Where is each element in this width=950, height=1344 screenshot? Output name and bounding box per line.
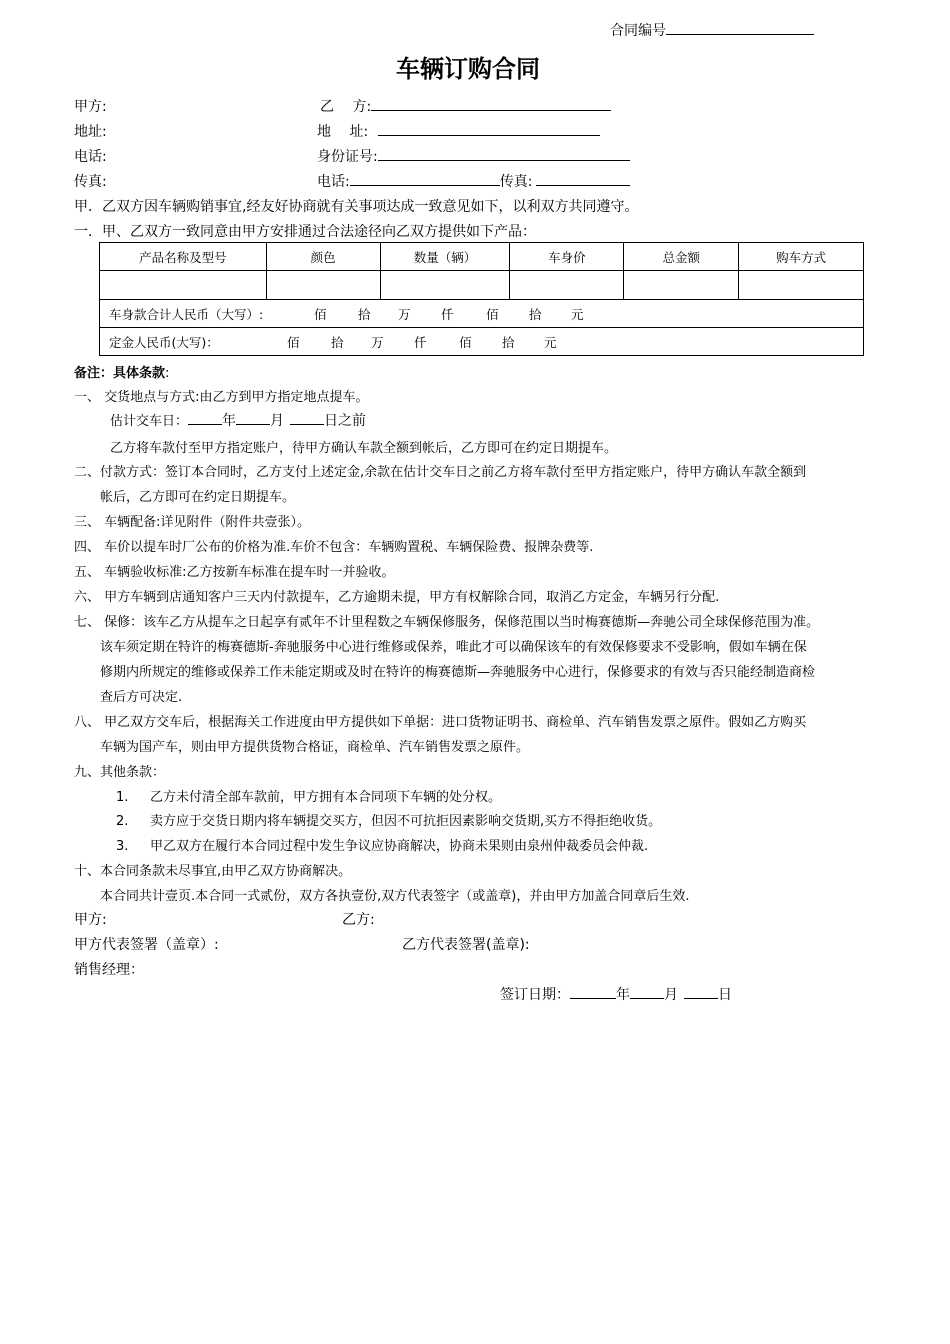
unit-label: 仟 bbox=[441, 306, 454, 322]
notes-heading-text: 备注：具体条款 bbox=[74, 366, 166, 381]
table-header-cell: 总金额 bbox=[624, 243, 739, 271]
clause-8-line-1: 八、 甲乙双方交车后，根据海关工作进度由甲方提供如下单据：进口货物证明书、商检单、汽车销售发票之原件。假如乙方购买 bbox=[74, 715, 807, 730]
unit-label: 仟 bbox=[414, 334, 427, 350]
month-line bbox=[236, 410, 270, 425]
year-label: 年 bbox=[222, 413, 237, 429]
signature-party-a-rep: 甲方代表签署（盖章）: bbox=[74, 937, 219, 953]
table-header-cell: 数量（辆） bbox=[380, 243, 510, 271]
clause-10: 十、本合同条款未尽事宜,由甲乙双方协商解决。 bbox=[74, 864, 352, 879]
list-item-number: 3. bbox=[116, 839, 129, 854]
list-item-number: 1. bbox=[116, 790, 129, 805]
table-cell bbox=[266, 271, 380, 300]
unit-label: 拾 bbox=[358, 306, 371, 322]
table-empty-row bbox=[100, 271, 864, 300]
table-total-row bbox=[100, 300, 864, 328]
party-b-phone-line bbox=[350, 171, 500, 186]
unit-label: 佰 bbox=[287, 334, 300, 350]
signing-date-label: 签订日期： bbox=[500, 987, 570, 1003]
signature-party-b: 乙方: bbox=[342, 912, 375, 928]
party-b-address-field bbox=[317, 121, 600, 141]
clause-1-date bbox=[110, 410, 366, 430]
signing-year-label: 年 bbox=[616, 987, 630, 1003]
clause-2-line-1: 二、付款方式：签订本合同时，乙方支付上述定金,余款在估计交车日之前乙方将车款付至甲方指定账户，待甲方确认车款全额到 bbox=[74, 465, 807, 480]
signing-year-line bbox=[570, 984, 616, 999]
signing-date bbox=[500, 984, 732, 1004]
party-a-address-label: 地址: bbox=[74, 124, 107, 140]
total-amount-label: 车身款合计人民币（大写）: bbox=[109, 306, 264, 322]
party-b-id-line bbox=[378, 146, 630, 161]
signature-party-a: 甲方: bbox=[74, 912, 107, 928]
sales-manager-label: 销售经理： bbox=[74, 962, 144, 978]
unit-label: 拾 bbox=[529, 306, 542, 322]
list-item-text: 卖方应于交货日期内将车辆提交买方，但因不可抗拒因素影响交货期,买方不得拒绝收货。 bbox=[150, 814, 662, 829]
table-cell bbox=[510, 271, 624, 300]
intro-line-1: 甲．乙双方因车辆购销事宜,经友好协商就有关事项达成一致意见如下，以利双方共同遵守。 bbox=[74, 199, 639, 215]
table-cell bbox=[100, 271, 267, 300]
notes-heading-colon: : bbox=[165, 366, 170, 381]
signing-day-label: 日 bbox=[718, 987, 732, 1003]
party-b-fax-label: 传真: bbox=[499, 174, 533, 190]
table-header-cell: 车身价 bbox=[510, 243, 624, 271]
day-before-label: 日之前 bbox=[324, 413, 367, 429]
unit-label: 佰 bbox=[486, 306, 499, 322]
party-b-label: 乙 方: bbox=[320, 99, 372, 115]
party-b-phone-label: 电话: bbox=[317, 174, 350, 190]
clause-10-sub: 本合同共计壹页.本合同一式贰份，双方各执壹份,双方代表签字（或盖章)，并由甲方加盖合同章后生效. bbox=[100, 889, 690, 904]
list-item-text: 乙方未付清全部车款前，甲方拥有本合同项下车辆的处分权。 bbox=[150, 790, 502, 805]
party-b-fax-line bbox=[536, 171, 630, 186]
unit-label: 万 bbox=[398, 306, 411, 322]
clause-6: 六、 甲方车辆到店通知客户三天内付款提车，乙方逾期未提，甲方有权解除合同，取消乙方定金，车辆另行分配. bbox=[74, 590, 720, 605]
clause-7-line-1: 七、 保修：该车乙方从提车之日起享有贰年不计里程数之车辆保修服务，保修范围以当时梅赛德斯—奔驰公司全球保修范围为准。 bbox=[74, 615, 820, 630]
list-item-text: 甲乙双方在履行本合同过程中发生争议应协商解决，协商未果则由泉州仲裁委员会仲裁. bbox=[150, 839, 649, 854]
clause-9: 九、其他条款： bbox=[74, 765, 166, 780]
table-cell bbox=[380, 271, 510, 300]
table-cell bbox=[624, 271, 739, 300]
deposit-amount-cell bbox=[100, 328, 864, 356]
party-b-field bbox=[320, 96, 611, 116]
list-item bbox=[116, 786, 501, 805]
table-header-cell: 产品名称及型号 bbox=[100, 243, 267, 271]
party-b-id-label: 身份证号: bbox=[317, 149, 378, 165]
contract-number-field bbox=[610, 20, 814, 40]
clause-5: 五、 车辆验收标准:乙方按新车标准在提车时一并验收。 bbox=[74, 565, 395, 580]
clause-4: 四、 车价以提车时厂公布的价格为准.车价不包含：车辆购置税、车辆保险费、报牌杂费等. bbox=[74, 540, 594, 555]
unit-label: 元 bbox=[544, 334, 557, 350]
party-a-phone-label: 电话: bbox=[74, 149, 107, 165]
clause-1-payment: 乙方将车款付至甲方指定账户，待甲方确认车款全额到帐后，乙方即可在约定日期提车。 bbox=[110, 441, 618, 456]
document-title: 车辆订购合同 bbox=[396, 55, 540, 83]
table-header-row bbox=[100, 243, 864, 271]
list-item bbox=[116, 835, 648, 854]
clause-2-line-2: 帐后，乙方即可在约定日期提车。 bbox=[100, 490, 296, 505]
unit-label: 拾 bbox=[331, 334, 344, 350]
party-a-label: 甲方: bbox=[74, 99, 107, 115]
unit-label: 万 bbox=[371, 334, 384, 350]
contract-number-label: 合同编号 bbox=[610, 23, 666, 39]
intro-line-2: 一．甲、乙双方一致同意由甲方安排通过合法途径向乙双方提供如下产品： bbox=[74, 224, 536, 240]
signing-month-line bbox=[630, 984, 664, 999]
list-item-number: 2. bbox=[116, 814, 129, 829]
delivery-date-label: 估计交车日： bbox=[110, 414, 189, 429]
party-b-line bbox=[371, 96, 611, 111]
party-b-address-label: 地 址: bbox=[317, 124, 369, 140]
year-line bbox=[188, 410, 222, 425]
unit-label: 佰 bbox=[314, 306, 327, 322]
party-b-phone-fax-field bbox=[317, 171, 630, 191]
unit-label: 拾 bbox=[502, 334, 515, 350]
clause-7-line-4: 查后方可决定. bbox=[100, 690, 183, 705]
signing-month-label: 月 bbox=[664, 987, 678, 1003]
product-table bbox=[99, 242, 864, 356]
clause-7-line-2: 该车须定期在特许的梅赛德斯-奔驰服务中心进行维修或保养，唯此才可以确保该车的有效保修要求不受影响，假如车辆在保 bbox=[100, 640, 807, 655]
clause-3: 三、 车辆配备:详见附件（附件共壹张）。 bbox=[74, 515, 311, 530]
unit-label: 佰 bbox=[459, 334, 472, 350]
table-deposit-row bbox=[100, 328, 864, 356]
clause-1: 一、 交货地点与方式:由乙方到甲方指定地点提车。 bbox=[74, 390, 369, 405]
table-header-cell: 购车方式 bbox=[739, 243, 864, 271]
clause-8-line-2: 车辆为国产车，则由甲方提供货物合格证，商检单、汽车销售发票之原件。 bbox=[100, 740, 530, 755]
total-amount-cell bbox=[100, 300, 864, 328]
day-line bbox=[290, 410, 324, 425]
table-cell bbox=[739, 271, 864, 300]
contract-number-line bbox=[666, 20, 814, 35]
clause-7-line-3: 修期内所规定的维修或保养工作未能定期或及时在特许的梅赛德斯—奔驰服务中心进行，保修要求的有效与否只能经制造商检 bbox=[100, 665, 816, 680]
signature-party-b-rep: 乙方代表签署(盖章): bbox=[402, 937, 530, 953]
notes-heading bbox=[74, 362, 169, 381]
list-item bbox=[116, 810, 661, 829]
unit-label: 元 bbox=[571, 306, 584, 322]
party-b-address-line bbox=[378, 121, 600, 136]
month-label: 月 bbox=[270, 413, 285, 429]
party-a-fax-label: 传真: bbox=[74, 174, 107, 190]
deposit-amount-label: 定金人民币(大写)： bbox=[109, 334, 219, 350]
table-header-cell: 颜色 bbox=[266, 243, 380, 271]
signing-day-line bbox=[684, 984, 718, 999]
party-b-id-field bbox=[317, 146, 630, 166]
